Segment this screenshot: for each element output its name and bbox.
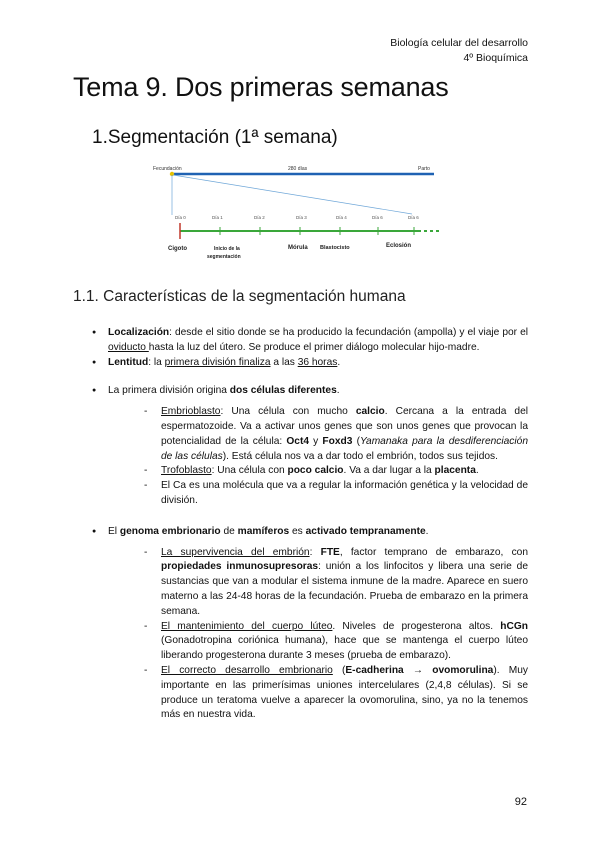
stage-inicio-1: Inicio de la (214, 246, 240, 252)
list-item: - La supervivencia del embrión: FTE, factor temprano de embarazo, con propiedades inmunosupresoras: unión a los linfocitos y libera una serie de sustancias que van a modular el sistema inmune de la madre. Aparece en suero materno a las 24-48 horas de la fecundación. Prueba de embarazo en la primera semana. (144, 546, 528, 620)
zoom-line-right (173, 175, 412, 214)
page-header (390, 36, 528, 66)
course-year: 4º Bioquímica (463, 52, 528, 64)
dash-list (144, 546, 528, 724)
development-timeline (150, 163, 450, 263)
label-parto: Parto (418, 166, 430, 172)
stage-blastocisto: Blastocisto (320, 245, 350, 251)
course-name: Biología celular del desarrollo (390, 37, 528, 49)
bullet-list-1 (92, 326, 528, 370)
page-number: 92 (514, 796, 527, 808)
stage-cigoto: Cigoto (168, 246, 187, 252)
label-fecundacion: Fecundación (153, 166, 182, 172)
day-4-label: Día 4 (336, 215, 347, 220)
list-item: - El Ca es una molécula que va a regular la información genética y la velocidad de división. (144, 479, 528, 509)
bullet-list-3 (92, 525, 528, 723)
dash-list (144, 405, 528, 509)
label-280-dias: 280 días (288, 166, 308, 172)
day-6-label: Día 6 (408, 215, 419, 220)
day-1-label: Día 1 (212, 215, 223, 220)
subsection-title: 1.1. Características de la segmentación humana (73, 288, 406, 305)
list-item: ● Localización: desde el sitio donde se ha producido la fecundación (ampolla) y el viaje por el oviducto hasta la luz del útero. Se produce el primer diálogo molecular hijo-madre. (92, 326, 528, 356)
day-5-label: Día 6 (372, 215, 383, 220)
day-2-label: Día 2 (254, 215, 265, 220)
content (92, 326, 528, 723)
section-title: 1.Segmentación (1ª semana) (92, 127, 338, 148)
list-item: ● La primera división origina dos células diferentes. - Embrioblasto: Una célula con mucho calcio. Cercana a la entrada del espermatozoide. Va a activar unos genes que son unos genes que provocan la potencialidad de la célula: Oct4 y Foxd3 (Yamanaka para la desdiferenciación de las células). Está célula nos va a dar todo el embrión, todos sus tejidos. - Trofoblasto: Una célula con poco calcio. Va a dar lugar a la placenta. - El Ca es una molécula que va a regular la información genética y la velocidad de división. (92, 384, 528, 508)
day-0-label: Día 0 (175, 215, 186, 220)
stage-inicio-2: segmentación (207, 254, 241, 260)
stage-eclosion: Eclosión (386, 243, 412, 249)
page-title: Tema 9. Dos primeras semanas (73, 72, 449, 102)
day-3-label: Día 3 (296, 215, 307, 220)
bullet-list-2 (92, 384, 528, 508)
list-item: - El correcto desarrollo embrionario (E-cadherina → ovomorulina). Muy importante en las primerísimas uniones intercelulares (2,4,8 células). Si se produce un teratoma vuelve a aparecer la ovomorulina, sino, ya no la tenemos más en nuestra vida. (144, 664, 528, 723)
list-item: - Trofoblasto: Una célula con poco calcio. Va a dar lugar a la placenta. (144, 464, 528, 479)
list-item: - El mantenimiento del cuerpo lúteo. Niveles de progesterona altos. hCGn (Gonadotropina coriónica humana), hace que se mantenga el cuerpo lúteo liberando progesterona durante 3 meses (prueba de embarazo). (144, 620, 528, 664)
list-item: - Embrioblasto: Una célula con mucho calcio. Cercana a la entrada del espermatozoide. Va a activar unos genes que son unos genes que provocan la potencialidad de la célula: Oct4 y Foxd3 (Yamanaka para la desdiferenciación de las células). Está célula nos va a dar todo el embrión, todos sus tejidos. (144, 405, 528, 464)
list-item: ● Lentitud: la primera división finaliza a las 36 horas. (92, 356, 528, 371)
stage-morula: Mórula (288, 245, 308, 251)
list-item: ● El genoma embrionario de mamíferos es activado tempranamente. - La supervivencia del embrión: FTE, factor temprano de embarazo, con propiedades inmunosupresoras: unión a los linfocitos y libera una serie de sustancias que van a modular el sistema inmune de la madre. Aparece en suero materno a las 24-48 horas de la fecundación. Prueba de embarazo en la primera semana. - El mantenimiento del cuerpo lúteo. Niveles de progesterona altos. hCGn (Gonadotropina coriónica humana), hace que se mantenga el cuerpo lúteo liberando progesterona durante 3 meses (prueba de embarazo). - El correcto desarrollo embrionario (E-cadherina → ovomorulina). Muy importante en las primerísimas uniones intercelulares (2,4,8 células). Si se produce un teratoma vuelve a aparecer la ovomorulina, sino, ya no la tenemos más en nuestra vida. (92, 525, 528, 723)
